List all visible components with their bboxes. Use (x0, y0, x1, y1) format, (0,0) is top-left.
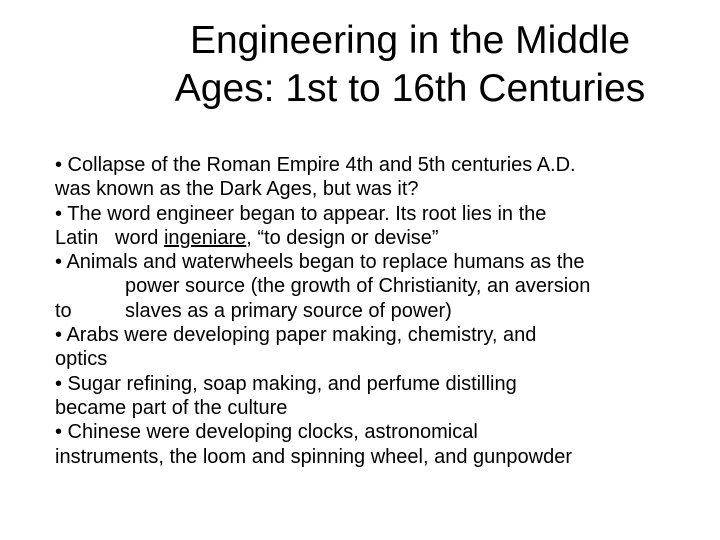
bullet-engineer-word (55, 202, 715, 251)
bullet-line: power source (the growth of Christianity, an aversion (125, 275, 591, 298)
slide-body (55, 153, 715, 469)
latin-suffix: , “to design or devise” (246, 226, 439, 249)
bullet-line: became part of the culture (55, 396, 288, 419)
bullet-line (55, 299, 715, 323)
bullet-line: • Chinese were developing clocks, astronomical (55, 421, 478, 444)
bullet-line: • The word engineer began to appear. Its root lies in the (55, 202, 547, 225)
slide-title (110, 17, 710, 113)
bullet-animals-waterwheels (55, 250, 715, 323)
bullet-line (55, 226, 715, 250)
bullet-line: • Collapse of the Roman Empire 4th and 5th centuries A.D. (55, 154, 576, 176)
line-rest: slaves as a primary source of power) (125, 299, 452, 322)
bullet-chinese (55, 420, 715, 469)
bullet-line: • Arabs were developing paper making, chemistry, and (55, 324, 537, 347)
bullet-sugar-soap (55, 372, 715, 421)
bullet-line: optics (55, 348, 108, 371)
title-line-1: Engineering in the Middle (189, 19, 631, 62)
bullet-line: • Sugar refining, soap making, and perfume distilling (55, 372, 517, 395)
bullet-line: instruments, the loom and spinning wheel, and gunpowder (55, 445, 572, 468)
bullet-line: was known as the Dark Ages, but was it? (55, 178, 419, 201)
bullet-arabs (55, 323, 715, 372)
ingeniare-term: ingeniare (163, 226, 247, 249)
bullet-line: • Animals and waterwheels began to replace humans as the (55, 251, 585, 274)
latin-prefix: Latin word (55, 226, 164, 249)
title-line-2: Ages: 1st to 16th Centuries (174, 67, 646, 110)
bullet-roman-empire (55, 153, 715, 202)
line-lead: to (55, 299, 72, 322)
